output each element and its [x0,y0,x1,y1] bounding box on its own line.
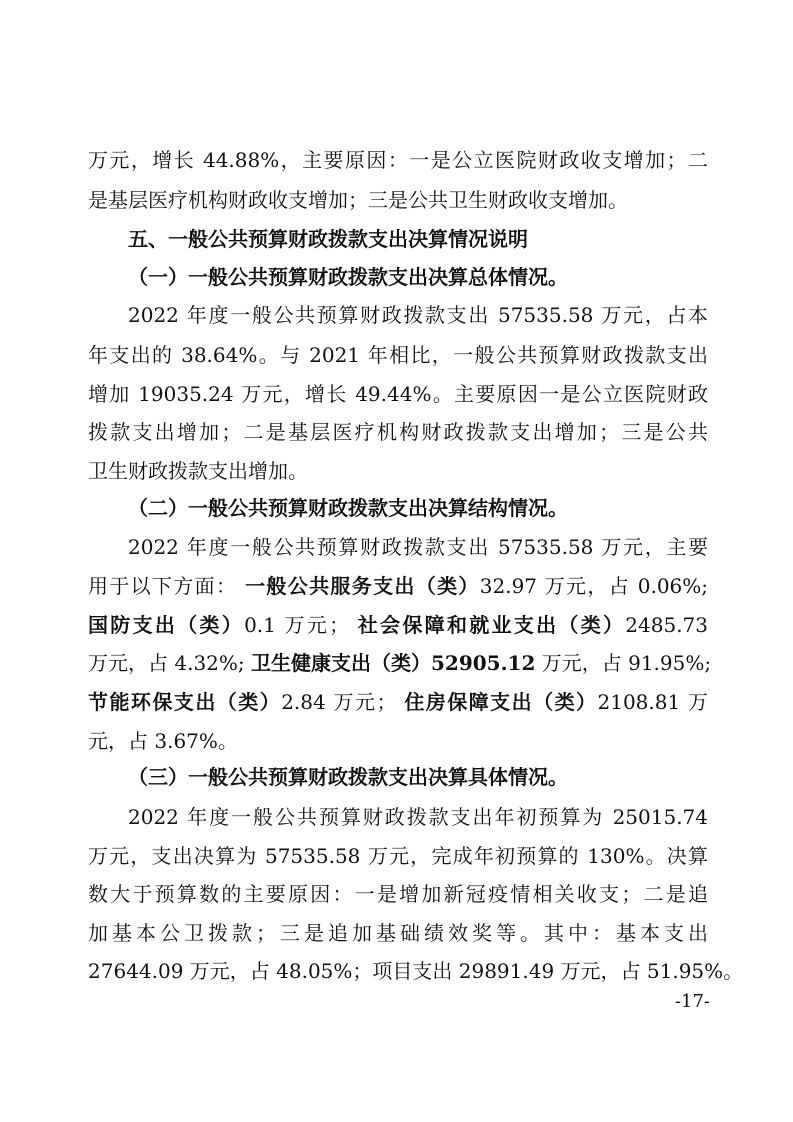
body-text-line: 增加 19035.24 万元，增长 49.44%。主要原因一是公立医院财政 [88,382,708,406]
body-text-line [88,608,708,642]
body-text-line [88,569,708,603]
category-label: 国防支出（类） [88,613,245,637]
body-text-line: 2022 年度一般公共预算财政拨款支出 57535.58 万元，主要 [128,535,708,559]
subsection-heading: （二）一般公共预算财政拨款支出决算结构情况。 [128,496,568,520]
category-label: 社会保障和就业支出（类） [357,613,626,637]
section-heading: 五、一般公共预算财政拨款支出决算情况说明 [128,227,528,251]
body-text-line [88,646,712,680]
body-text-line: 27644.09 万元，占 48.05%；项目支出 29891.49 万元，占 51.95%。 [88,959,744,983]
text-run: 万元，占 91.95%; [541,651,712,675]
text-run: 万元，占 4.32%; [88,651,245,675]
text-run: 32.97 万元，占 0.06%; [479,574,709,598]
body-text-line: 2022 年度一般公共预算财政拨款支出 57535.58 万元，占本 [128,303,708,327]
body-text-line: 拨款支出增加；二是基层医疗机构财政拨款支出增加；三是公共 [88,420,708,444]
text-run: 2108.81 万 [597,690,709,714]
body-text-line: 万元，支出决算为 57535.58 万元，完成年初预算的 130%。决算 [88,844,708,868]
body-text-line: 2022 年度一般公共预算财政拨款支出年初预算为 25015.74 [128,805,708,829]
body-text-line: 加基本公卫拨款；三是追加基础绩效奖等。其中：基本支出 [88,921,708,945]
body-text-line [88,685,708,719]
text-run: 2.84 万元； [281,690,397,714]
category-label: 住房保障支出（类） [404,690,598,714]
body-text-line: 是基层医疗机构财政收支增加；三是公共卫生财政收支增加。 [88,188,628,212]
category-label: 卫生健康支出（类）52905.12 [251,651,536,675]
body-text-line: 元，占 3.67%。 [88,729,238,753]
body-text-line: 卫生财政拨款支出增加。 [88,459,308,483]
body-text-line: 万元，增长 44.88%，主要原因：一是公立医院财政收支增加；二 [88,148,708,172]
subsection-heading: （三）一般公共预算财政拨款支出决算具体情况。 [128,765,568,789]
text-run: 用于以下方面： [88,574,238,598]
text-run: 2485.73 [625,613,709,637]
category-label: 一般公共服务支出（类） [245,574,480,598]
category-label: 节能环保支出（类） [88,690,282,714]
page-number: -17- [674,991,710,1012]
body-text-line: 数大于预算数的主要原因：一是增加新冠疫情相关收支；二是追 [88,882,708,906]
subsection-heading: （一）一般公共预算财政拨款支出决算总体情况。 [128,265,568,289]
text-run: 0.1 万元； [244,613,350,637]
body-text-line: 年支出的 38.64%。与 2021 年相比，一般公共预算财政拨款支出 [88,343,708,367]
